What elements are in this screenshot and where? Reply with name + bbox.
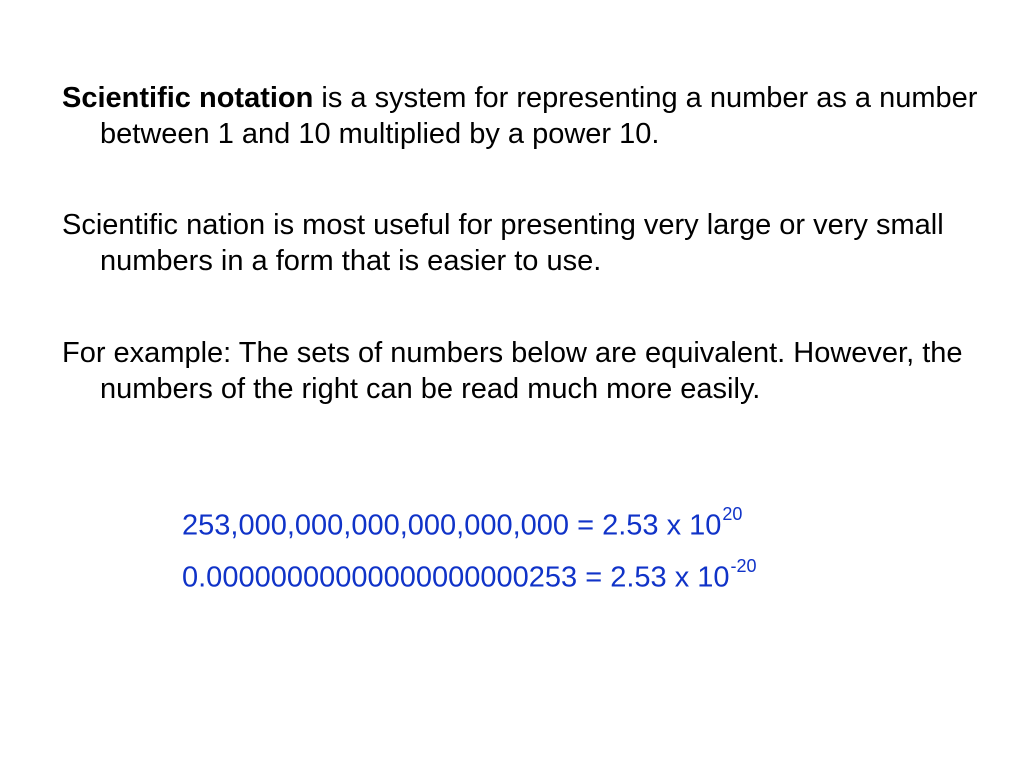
example-small-expression: 0.00000000000000000000253 = 2.53 x 10 [182, 561, 730, 594]
example-intro-paragraph [62, 335, 1020, 407]
usefulness-text: Scientific nation is most useful for presenting very large or very small numbers in a form that is easier to use. [62, 209, 944, 277]
definition-paragraph [62, 80, 1020, 152]
example-small-number [182, 548, 757, 600]
definition-text: is a system for representing a number as a number between 1 and 10 multiplied by a power 10. [100, 82, 978, 150]
example-intro-text: For example: The sets of numbers below are equivalent. However, the numbers of the right can be read much more easily. [62, 337, 963, 405]
example-large-exponent: 20 [722, 504, 743, 524]
example-small-exponent: -20 [730, 555, 757, 576]
example-large-expression: 253,000,000,000,000,000,000 = 2.53 x 10 [182, 509, 722, 542]
examples-block [182, 496, 757, 599]
usefulness-paragraph [62, 207, 1020, 279]
definition-term: Scientific notation [62, 82, 314, 114]
example-large-number [182, 496, 757, 548]
